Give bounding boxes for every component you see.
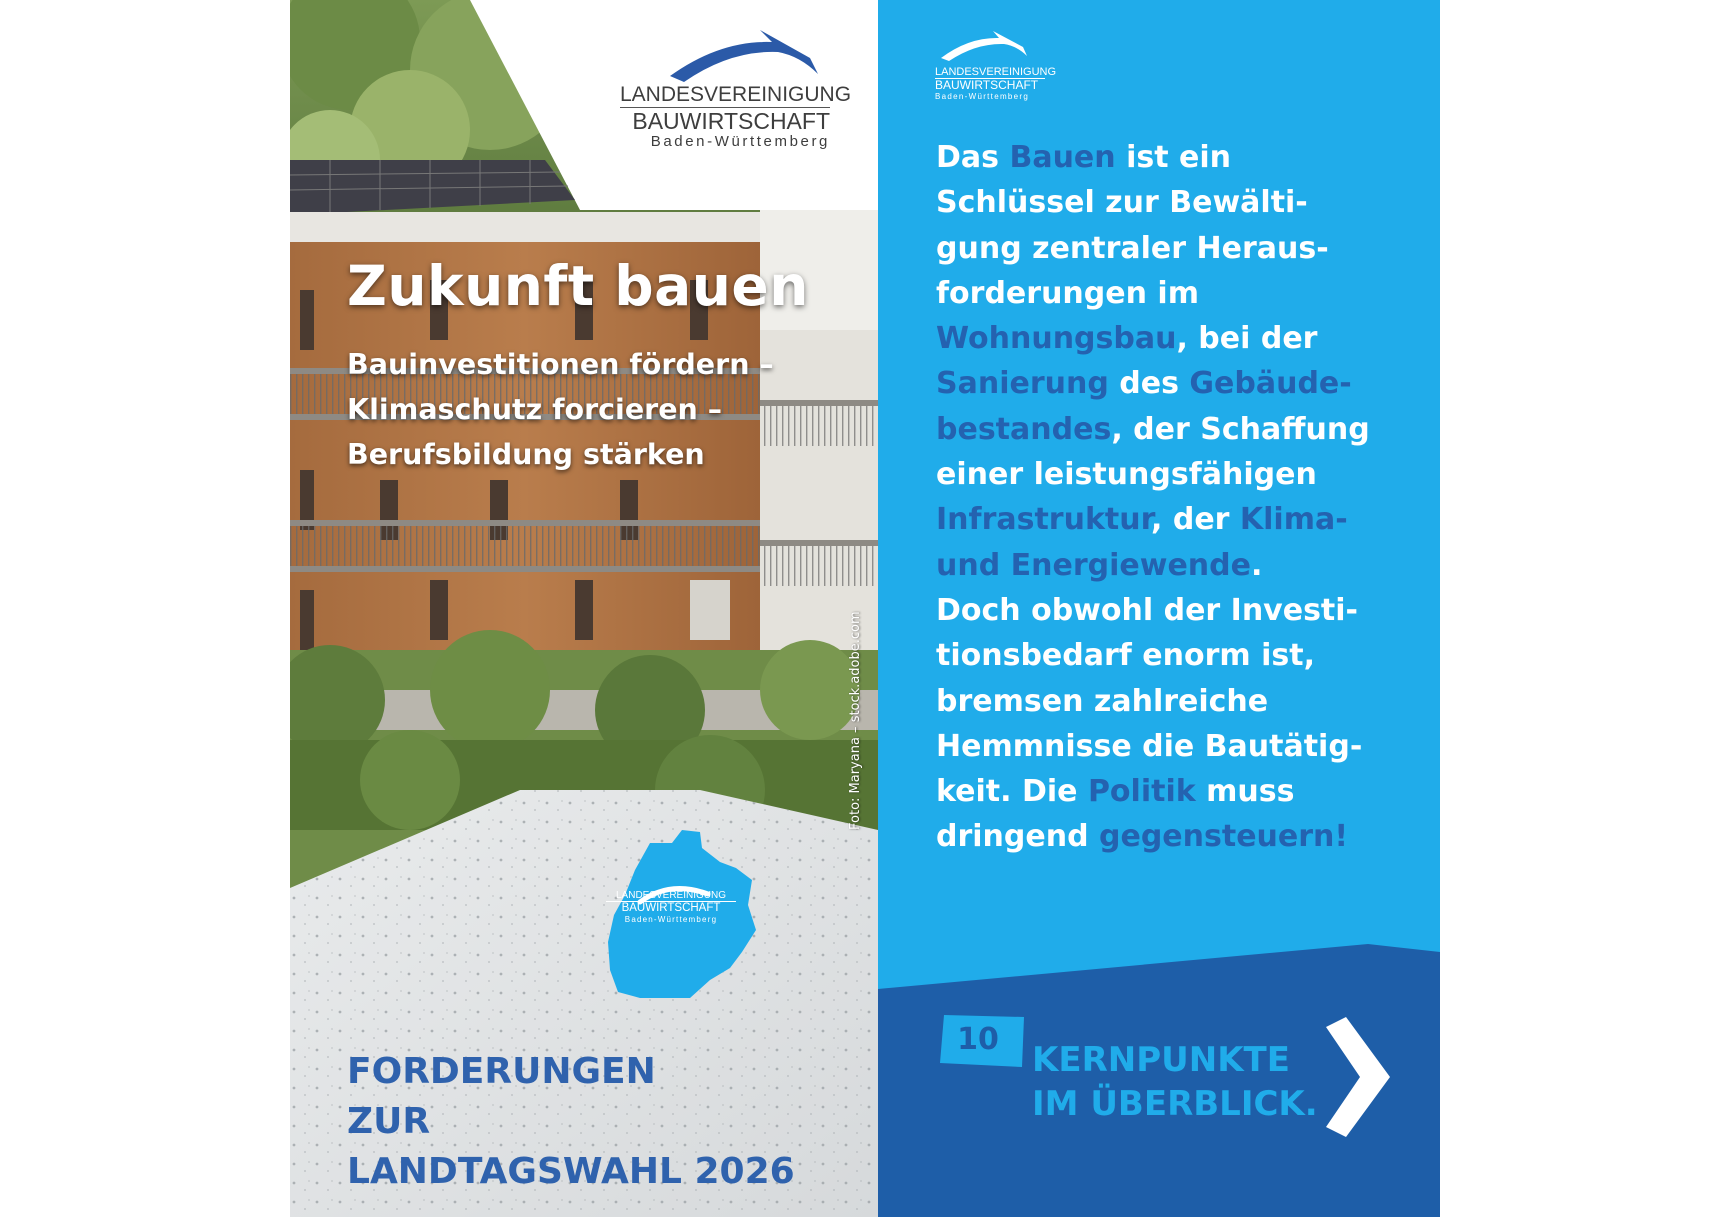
highlight-term: Wohnungsbau	[936, 321, 1177, 357]
intro-line	[936, 814, 1406, 859]
intro-line	[936, 452, 1406, 497]
cover-panel	[290, 0, 878, 1217]
forderungen-line: FORDERUNGEN	[347, 1051, 656, 1092]
forderungen-line: LANDTAGSWAHL 2026	[347, 1151, 795, 1192]
highlight-term: bestandes	[936, 411, 1112, 447]
brand-line-1: LANDESVEREINIGUNG	[935, 66, 1057, 78]
text-run: gung zentraler Heraus-	[936, 230, 1329, 266]
highlight-term: Infrastruktur	[936, 502, 1151, 538]
building-photo	[290, 0, 878, 1217]
swoosh-logo-icon	[935, 28, 1035, 62]
intro-line	[936, 724, 1406, 769]
highlight-term: und Energiewende	[936, 547, 1251, 583]
subtitle-line: Berufsbildung stärken	[347, 438, 705, 471]
brand-logo	[620, 24, 852, 150]
intro-line	[936, 769, 1406, 814]
brand-line-2: BAUWIRTSCHAFT	[620, 107, 830, 134]
text-run: dringend	[936, 819, 1100, 855]
swoosh-logo-icon	[660, 24, 830, 84]
map-logo-line-1: LANDESVEREINIGUNG	[615, 890, 727, 901]
intro-line	[936, 361, 1406, 406]
text-run: Hemmnisse die Bautätig-	[936, 728, 1363, 764]
brand-line-3: Baden-Württemberg	[650, 132, 830, 150]
chevron-right-icon[interactable]	[1322, 1017, 1392, 1137]
text-run: Das	[936, 140, 1010, 175]
highlight-term: Bauen	[1009, 140, 1116, 175]
map-logo-line-3: Baden-Württemberg	[624, 914, 718, 924]
intro-text	[936, 135, 1406, 860]
intro-line	[936, 633, 1406, 678]
flyer-page	[290, 0, 1440, 1217]
cover-subtitle	[347, 342, 774, 477]
text-run: ist ein	[1115, 140, 1231, 175]
intro-line	[936, 588, 1406, 633]
text-run: bremsen zahlreiche	[936, 683, 1269, 719]
cover-headline: Zukunft bauen	[347, 254, 809, 318]
brand-line-3: Baden-Württemberg	[935, 92, 1030, 102]
highlight-term: gegensteuern!	[1099, 819, 1349, 855]
kernpunkte-number: 10	[957, 1022, 999, 1057]
photo-credit: Foto: Maryana – stock.adobe.com	[848, 611, 863, 830]
text-run: Doch obwohl der Investi-	[936, 592, 1359, 628]
subtitle-line: Bauinvestitionen fördern –	[347, 348, 774, 381]
text-run: forderungen im	[936, 275, 1199, 311]
intro-line	[936, 407, 1406, 452]
text-run: tionsbedarf enorm ist,	[936, 638, 1315, 674]
text-run: , bei der	[1176, 321, 1318, 357]
subtitle-line: Klimaschutz forcieren –	[347, 393, 722, 426]
text-run: muss	[1195, 774, 1295, 810]
forderungen-line: ZUR	[347, 1101, 431, 1142]
brand-line-2: BAUWIRTSCHAFT	[935, 78, 1045, 92]
text-run: .	[1250, 547, 1263, 583]
forderungen-title	[347, 1047, 795, 1197]
highlight-term: Gebäude-	[1189, 366, 1352, 402]
text-panel	[878, 0, 1440, 1217]
highlight-term: Politik	[1087, 774, 1196, 810]
brand-logo-small	[935, 28, 1057, 103]
text-run: einer leistungsfähigen	[936, 457, 1317, 493]
intro-line	[936, 135, 1406, 180]
map-logo-line-2: BAUWIRTSCHAFT	[606, 901, 736, 915]
intro-line	[936, 679, 1406, 724]
text-run: , der	[1151, 502, 1240, 538]
text-run: , der Schaffung	[1111, 411, 1370, 447]
intro-line	[936, 180, 1406, 225]
intro-line	[936, 497, 1406, 542]
highlight-term: Klima-	[1239, 502, 1348, 538]
kernpunkte-line-1: KERNPUNKTE	[1032, 1040, 1290, 1080]
highlight-term: Sanierung	[936, 366, 1109, 402]
kernpunkte-label[interactable]	[1032, 1038, 1318, 1126]
brand-line-1: LANDESVEREINIGUNG	[620, 83, 852, 106]
kernpunkte-line-2: IM ÜBERBLICK.	[1032, 1084, 1318, 1124]
intro-line	[936, 271, 1406, 316]
intro-line	[936, 316, 1406, 361]
map-logo-text	[606, 890, 736, 924]
intro-line	[936, 226, 1406, 271]
intro-line	[936, 543, 1406, 588]
text-run: Schlüssel zur Bewälti-	[936, 185, 1308, 221]
text-run: keit. Die	[936, 774, 1088, 810]
text-run: des	[1108, 366, 1190, 402]
